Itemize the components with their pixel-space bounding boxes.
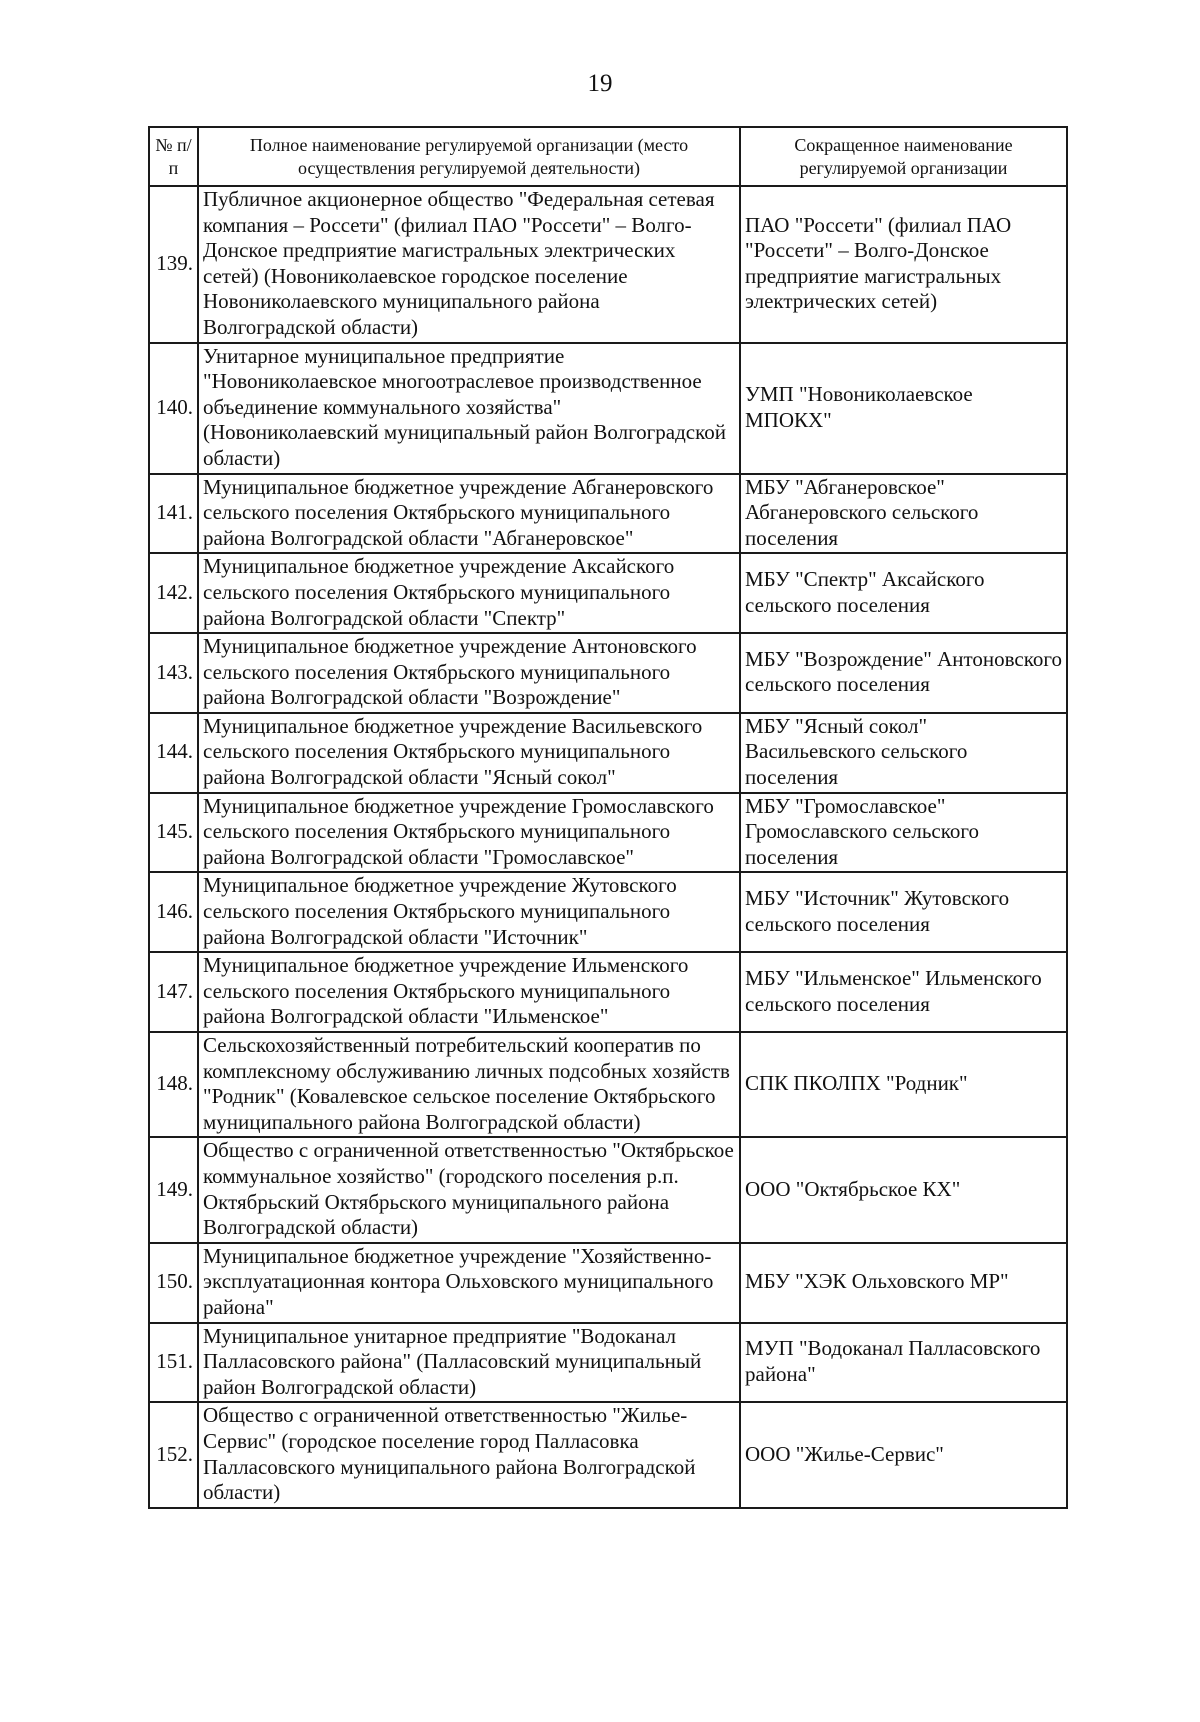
full-name-cell: Муниципальное бюджетное учреждение Аксайского сельского поселения Октябрьского муниципального района Волгоградской области "Спектр" [198, 553, 740, 633]
table-row [149, 793, 1067, 873]
table-row [149, 553, 1067, 633]
row-number: 152. [149, 1402, 198, 1507]
full-name-cell: Сельскохозяйственный потребительский кооператив по комплексному обслуживанию личных подсобных хозяйств "Родник" (Ковалевское сельское поселение Октябрьского муниципального района Волгоградской области) [198, 1032, 740, 1137]
short-name-cell: МБУ "ХЭК Ольховского МР" [740, 1243, 1067, 1323]
full-name-cell: Унитарное муниципальное предприятие "Новониколаевское многоотраслевое производственное объединение коммунального хозяйства" (Новониколаевский муниципальный район Волгоградской области) [198, 343, 740, 474]
short-name-cell: ООО "Жилье-Сервис" [740, 1402, 1067, 1507]
table-row [149, 1032, 1067, 1137]
full-name-cell: Муниципальное бюджетное учреждение Абганеровского сельского поселения Октябрьского муниципального района Волгоградской области "Абганеровское" [198, 474, 740, 554]
header-number: № п/п [149, 127, 198, 186]
full-name-cell: Публичное акционерное общество "Федеральная сетевая компания – Россети" (филиал ПАО "Россети" – Волго-Донское предприятие магистральных электрических сетей) (Новониколаевское городское поселение Новониколаевского муниципального района Волгоградской области) [198, 186, 740, 343]
short-name-cell: СПК ПКОЛПХ "Родник" [740, 1032, 1067, 1137]
row-number: 144. [149, 713, 198, 793]
short-name-cell: МБУ "Громославское" Громославского сельского поселения [740, 793, 1067, 873]
table-row [149, 713, 1067, 793]
table-row [149, 186, 1067, 343]
full-name-cell: Муниципальное унитарное предприятие "Водоканал Палласовского района" (Палласовский муниципальный район Волгоградской области) [198, 1323, 740, 1403]
row-number: 150. [149, 1243, 198, 1323]
table-row [149, 952, 1067, 1032]
table-row [149, 1137, 1067, 1242]
row-number: 139. [149, 186, 198, 343]
row-number: 151. [149, 1323, 198, 1403]
short-name-cell: МБУ "Возрождение" Антоновского сельского поселения [740, 633, 1067, 713]
short-name-cell: МБУ "Абганеровское" Абганеровского сельского поселения [740, 474, 1067, 554]
short-name-cell: МБУ "Ильменское" Ильменского сельского поселения [740, 952, 1067, 1032]
table-row [149, 1243, 1067, 1323]
table-row [149, 1402, 1067, 1507]
full-name-cell: Муниципальное бюджетное учреждение Ильменского сельского поселения Октябрьского муниципального района Волгоградской области "Ильменское" [198, 952, 740, 1032]
full-name-cell: Муниципальное бюджетное учреждение Васильевского сельского поселения Октябрьского муниципального района Волгоградской области "Ясный сокол" [198, 713, 740, 793]
row-number: 148. [149, 1032, 198, 1137]
table-header-row [149, 127, 1067, 186]
full-name-cell: Муниципальное бюджетное учреждение "Хозяйственно-эксплуатационная контора Ольховского муниципального района" [198, 1243, 740, 1323]
row-number: 141. [149, 474, 198, 554]
full-name-cell: Муниципальное бюджетное учреждение Антоновского сельского поселения Октябрьского муниципального района Волгоградской области "Возрождение" [198, 633, 740, 713]
full-name-cell: Муниципальное бюджетное учреждение Громославского сельского поселения Октябрьского муниципального района Волгоградской области "Громославское" [198, 793, 740, 873]
short-name-cell: ПАО "Россети" (филиал ПАО "Россети" – Волго-Донское предприятие магистральных электрических сетей) [740, 186, 1067, 343]
organizations-table [148, 126, 1068, 1509]
row-number: 145. [149, 793, 198, 873]
row-number: 149. [149, 1137, 198, 1242]
short-name-cell: ООО "Октябрьское КХ" [740, 1137, 1067, 1242]
short-name-cell: МУП "Водоканал Палласовского района" [740, 1323, 1067, 1403]
short-name-cell: МБУ "Ясный сокол" Васильевского сельского поселения [740, 713, 1067, 793]
row-number: 143. [149, 633, 198, 713]
full-name-cell: Муниципальное бюджетное учреждение Жутовского сельского поселения Октябрьского муниципального района Волгоградской области "Источник" [198, 872, 740, 952]
short-name-cell: МБУ "Спектр" Аксайского сельского поселения [740, 553, 1067, 633]
page-number: 19 [587, 70, 613, 97]
header-short-name: Сокращенное наименование регулируемой организации [740, 127, 1067, 186]
full-name-cell: Общество с ограниченной ответственностью "Октябрьское коммунальное хозяйство" (городского поселения р.п. Октябрьский Октябрьского муниципального района Волгоградской области) [198, 1137, 740, 1242]
table-row [149, 474, 1067, 554]
header-full-name: Полное наименование регулируемой организации (место осуществления регулируемой деятельности) [198, 127, 740, 186]
row-number: 147. [149, 952, 198, 1032]
table-row [149, 633, 1067, 713]
full-name-cell: Общество с ограниченной ответственностью "Жилье-Сервис" (городское поселение город Палласовка Палласовского муниципального района Волгоградской области) [198, 1402, 740, 1507]
row-number: 142. [149, 553, 198, 633]
table-row [149, 343, 1067, 474]
row-number: 140. [149, 343, 198, 474]
short-name-cell: УМП "Новониколаевское МПОКХ" [740, 343, 1067, 474]
table-row [149, 1323, 1067, 1403]
short-name-cell: МБУ "Источник" Жутовского сельского поселения [740, 872, 1067, 952]
row-number: 146. [149, 872, 198, 952]
table-row [149, 872, 1067, 952]
